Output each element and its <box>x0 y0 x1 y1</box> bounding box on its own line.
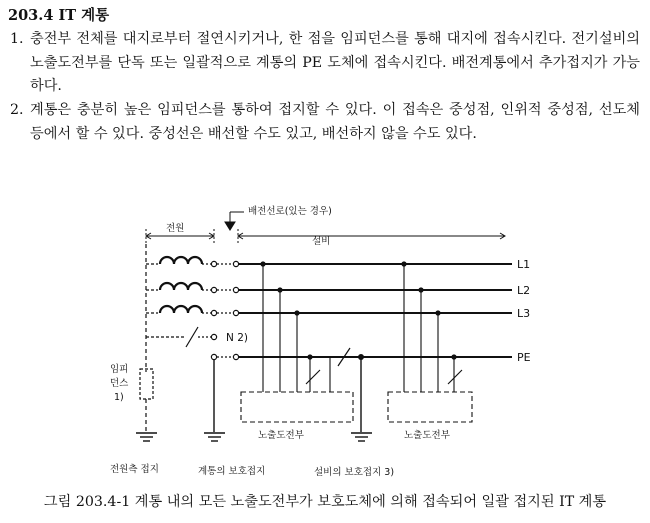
neutral-label: N 2) <box>226 332 248 344</box>
conductor-label-l1: L1 <box>517 258 531 271</box>
exposed-part-box-right <box>388 392 472 422</box>
item-number: 1. <box>10 31 24 47</box>
installation-earth-label: 설비의 보호접지 3) <box>314 467 395 478</box>
source-label: 전원 <box>166 223 185 234</box>
item-text: 계통은 충분히 높은 임피던스를 통하여 접지할 수 있다. 이 접속은 중성점, 인위적 중성점, 선도체 등에서 할 수 있다. 중성선은 배선할 수도 있고, 배선하지 않을 수도 있다. <box>30 102 640 142</box>
distribution-label: 배전선로(있는 경우) <box>248 206 332 217</box>
impedance-symbol <box>140 369 153 399</box>
section-heading: 203.4 IT 계통 <box>8 7 110 24</box>
system-earth-label: 계통의 보호접지 <box>198 466 266 477</box>
conductor-label-pe: PE <box>517 351 531 364</box>
figure-caption: 그림 203.4-1 계통 내의 모든 노출도전부가 보호도체에 의해 접속되어 일괄 접지된 IT 계통 <box>43 494 607 510</box>
conductor-label-l2: L2 <box>517 284 531 297</box>
item-text: 충전부 전체를 대지로부터 절연시키거나, 한 점을 임피던스를 통해 대지에 접속시킨다. 전기설비의 노출도전부를 단독 또는 일괄적으로 계통의 PE 도체에 접속시킨다. 배전계통에서 추가접지가 가능하다. <box>30 31 640 94</box>
source-earth-label: 전원측 접지 <box>110 464 159 475</box>
installation-label: 설비 <box>312 236 331 247</box>
exposed-part-box-left <box>241 392 353 422</box>
impedance-label-line2: 던스 <box>110 378 129 389</box>
exposed-part-label-left: 노출도전부 <box>258 430 304 441</box>
exposed-part-label-right: 노출도전부 <box>404 430 450 441</box>
conductor-label-l3: L3 <box>517 307 531 320</box>
item-number: 2. <box>10 102 24 118</box>
impedance-label-line3: 1) <box>114 392 124 403</box>
impedance-label-line1: 임피 <box>110 364 129 375</box>
